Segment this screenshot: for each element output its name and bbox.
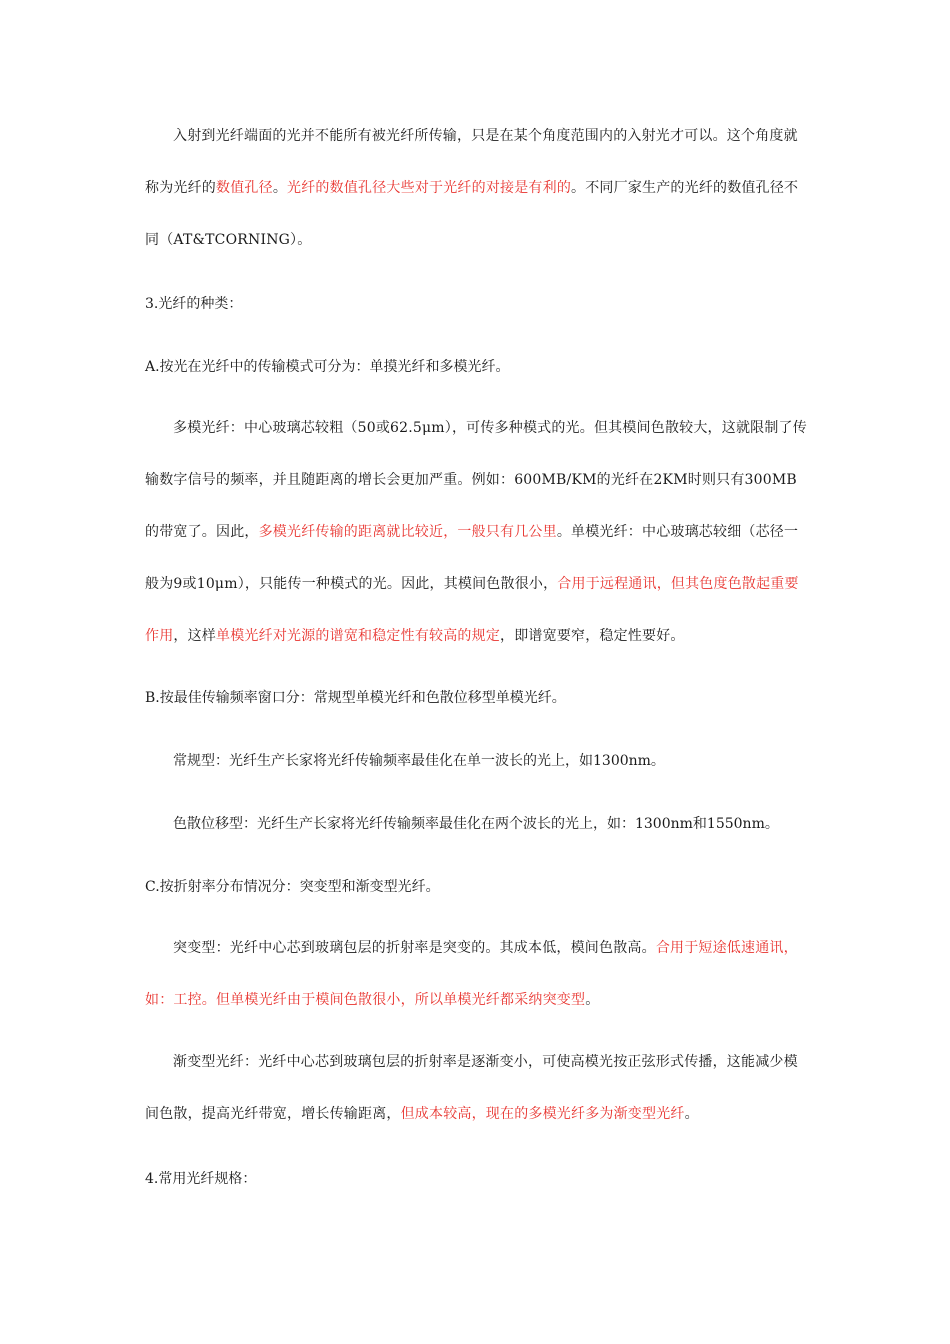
text-run: 多模光纤：中心玻璃芯较粗（50或62.5μm），可传多种模式的光。但其模间色散较大，这就限制了传输数字信号的频率，并且随距离的增长会更加严重。例如：600MB/KM的光纤在2KM时则只有300MB的带宽了。因此， [145,420,807,540]
highlight-text: 合用于短途低速通讯，如：工控。但单模光纤由于模间色散很小，所以单模光纤都采纳突变型 [145,940,798,1008]
text-run: 突变型：光纤中心芯到玻璃包层的折射率是突变的。其成本低，模间色散高。 [173,940,656,956]
text-run: ，即谱宽要窄，稳定性要好。 [500,628,685,644]
highlight-text: 多模光纤传输的距离就比较近，一般只有几公里 [258,524,557,540]
paragraph-step-index [145,922,810,1026]
subheading-transmission-mode: A.按光在光纤中的传输模式可分为：单摸光纤和多模光纤。 [145,359,510,375]
highlight-text: 单模光纤对光源的谱宽和稳定性有较高的规定 [216,628,501,644]
subheading-frequency-window: B.按最佳传输频率窗口分：常规型单模光纤和色散位移型单模光纤。 [145,690,566,706]
highlight-text: 合用于远程通讯，但其色度色散起重要作用 [145,576,799,644]
paragraph-conventional-type: 常规型：光纤生产长家将光纤传输频率最佳化在单一波长的光上，如1300nm。 [173,753,665,769]
paragraph-dispersion-shifted: 色散位移型：光纤生产长家将光纤传输频率最佳化在两个波长的光上，如：1300nm和1550nm。 [173,816,779,832]
text-run: 。 [684,1106,699,1122]
paragraph-numerical-aperture [145,110,810,266]
text-run: 。 [585,992,600,1008]
paragraph-multimode-singlemode [145,402,810,662]
paragraph-graded-index [145,1036,810,1140]
highlight-text: 光纤的数值孔径大些对于光纤的对接是有利的 [287,180,572,196]
section-heading-fiber-specs: 4.常用光纤规格： [145,1171,257,1187]
text-run: 。不同厂家生产的光纤的数值孔径不同（AT&TCORNING）。 [145,180,799,248]
subheading-refractive-index: C.按折射率分布情况分：突变型和渐变型光纤。 [145,879,440,895]
text-run: 。 [272,180,288,196]
text-run: ，这样 [173,628,217,644]
highlight-text: 数值孔径 [216,180,273,196]
text-run: 。单模光纤：中心玻璃芯较细（芯径一般为9或10μm），只能传一种模式的光。因此，其模间色散很小， [145,524,799,592]
highlight-text: 但成本较高，现在的多模光纤多为渐变型光纤 [400,1106,685,1122]
section-heading-fiber-types: 3.光纤的种类： [145,296,243,312]
text-run: 入射到光纤端面的光并不能所有被光纤所传输，只是在某个角度范围内的入射光才可以。这个角度就称为光纤的 [145,128,798,196]
text-run: 渐变型光纤：光纤中心芯到玻璃包层的折射率是逐渐变小，可使高模光按正弦形式传播，这能减少模间色散，提高光纤带宽，增长传输距离， [145,1054,798,1122]
